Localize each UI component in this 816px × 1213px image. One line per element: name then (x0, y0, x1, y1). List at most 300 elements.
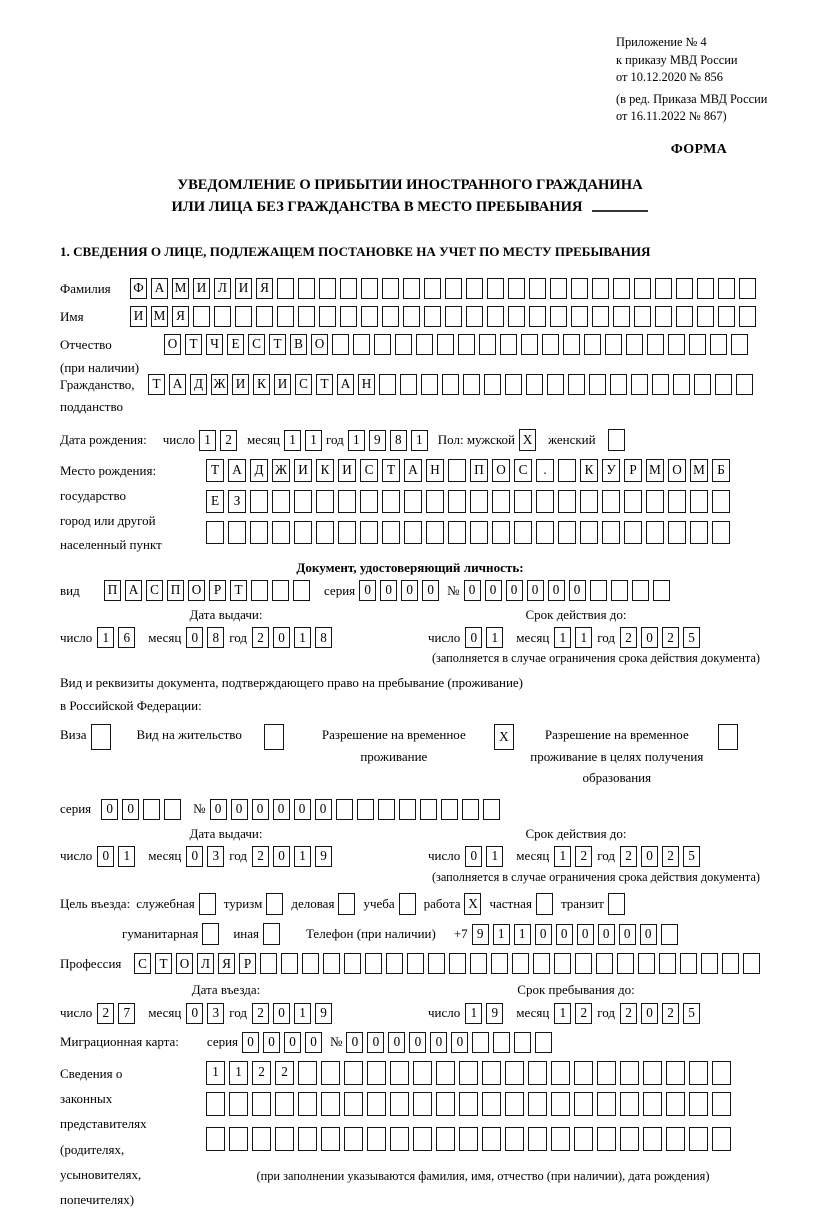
char-cell[interactable]: 1 (575, 627, 592, 648)
char-cell[interactable] (536, 893, 553, 915)
char-cell[interactable] (620, 1092, 639, 1116)
char-cell[interactable]: Т (206, 459, 224, 482)
char-cell[interactable]: Т (269, 334, 286, 355)
char-cell[interactable] (533, 953, 550, 974)
char-cell[interactable]: 1 (554, 1003, 571, 1024)
char-cell[interactable]: И (232, 374, 249, 395)
char-cell[interactable]: 1 (97, 627, 114, 648)
char-cell[interactable]: 8 (315, 627, 332, 648)
char-cell[interactable] (575, 953, 592, 974)
char-cell[interactable]: 1 (305, 430, 322, 451)
char-cell[interactable] (302, 953, 319, 974)
char-cell[interactable]: 0 (359, 580, 376, 601)
char-cell[interactable] (294, 490, 312, 513)
char-cell[interactable] (492, 490, 510, 513)
char-cell[interactable] (428, 953, 445, 974)
char-cell[interactable] (620, 1061, 639, 1085)
char-cell[interactable] (743, 953, 760, 974)
char-cell[interactable] (712, 1092, 731, 1116)
char-cell[interactable]: 2 (252, 846, 269, 867)
char-cell[interactable]: 3 (207, 1003, 224, 1024)
char-cell[interactable] (626, 334, 643, 355)
char-cell[interactable]: П (104, 580, 121, 601)
char-cell[interactable] (319, 306, 336, 327)
char-cell[interactable] (661, 924, 678, 945)
char-cell[interactable] (676, 306, 693, 327)
char-cell[interactable] (624, 521, 642, 544)
char-cell[interactable] (143, 799, 160, 820)
char-cell[interactable]: 2 (662, 846, 679, 867)
char-cell[interactable] (367, 1127, 386, 1151)
char-cell[interactable] (701, 953, 718, 974)
char-cell[interactable]: С (146, 580, 163, 601)
char-cell[interactable]: 2 (620, 1003, 637, 1024)
char-cell[interactable]: С (295, 374, 312, 395)
char-cell[interactable] (252, 1127, 271, 1151)
char-cell[interactable] (722, 953, 739, 974)
char-cell[interactable]: 1 (493, 924, 510, 945)
char-cell[interactable] (608, 893, 625, 915)
char-cell[interactable]: X (494, 724, 514, 750)
char-cell[interactable] (596, 953, 613, 974)
char-cell[interactable]: П (167, 580, 184, 601)
char-cell[interactable] (386, 953, 403, 974)
char-cell[interactable] (413, 1092, 432, 1116)
char-cell[interactable]: Н (426, 459, 444, 482)
char-cell[interactable] (449, 953, 466, 974)
char-cell[interactable] (668, 490, 686, 513)
char-cell[interactable] (420, 799, 437, 820)
char-cell[interactable]: 1 (348, 430, 365, 451)
char-cell[interactable]: 0 (569, 580, 586, 601)
char-cell[interactable] (491, 953, 508, 974)
char-cell[interactable]: В (290, 334, 307, 355)
char-cell[interactable]: 0 (242, 1032, 259, 1053)
char-cell[interactable] (202, 923, 219, 945)
char-cell[interactable]: 2 (620, 846, 637, 867)
char-cell[interactable]: 2 (220, 430, 237, 451)
char-cell[interactable] (542, 334, 559, 355)
char-cell[interactable]: Т (185, 334, 202, 355)
char-cell[interactable] (413, 1127, 432, 1151)
char-cell[interactable] (426, 490, 444, 513)
char-cell[interactable]: О (492, 459, 510, 482)
char-cell[interactable]: 0 (465, 627, 482, 648)
char-cell[interactable] (558, 459, 576, 482)
char-cell[interactable] (558, 490, 576, 513)
char-cell[interactable] (482, 1092, 501, 1116)
char-cell[interactable] (508, 278, 525, 299)
char-cell[interactable] (264, 724, 284, 750)
char-cell[interactable] (592, 306, 609, 327)
char-cell[interactable] (344, 1061, 363, 1085)
char-cell[interactable]: 1 (554, 627, 571, 648)
char-cell[interactable]: 1 (229, 1061, 248, 1085)
char-cell[interactable] (551, 1061, 570, 1085)
char-cell[interactable] (458, 334, 475, 355)
char-cell[interactable]: Т (316, 374, 333, 395)
char-cell[interactable] (448, 459, 466, 482)
char-cell[interactable]: 1 (294, 846, 311, 867)
char-cell[interactable] (605, 334, 622, 355)
char-cell[interactable]: Л (197, 953, 214, 974)
char-cell[interactable] (277, 278, 294, 299)
char-cell[interactable]: 9 (315, 1003, 332, 1024)
char-cell[interactable] (463, 374, 480, 395)
char-cell[interactable] (718, 306, 735, 327)
char-cell[interactable]: Т (230, 580, 247, 601)
char-cell[interactable]: 1 (411, 430, 428, 451)
char-cell[interactable] (568, 374, 585, 395)
char-cell[interactable] (395, 334, 412, 355)
char-cell[interactable] (251, 580, 268, 601)
char-cell[interactable] (361, 306, 378, 327)
char-cell[interactable]: 2 (662, 627, 679, 648)
char-cell[interactable] (361, 278, 378, 299)
char-cell[interactable]: 0 (305, 1032, 322, 1053)
char-cell[interactable] (631, 374, 648, 395)
char-cell[interactable] (493, 1032, 510, 1053)
char-cell[interactable] (620, 1127, 639, 1151)
char-cell[interactable] (459, 1127, 478, 1151)
char-cell[interactable]: А (404, 459, 422, 482)
char-cell[interactable] (584, 334, 601, 355)
char-cell[interactable] (272, 490, 290, 513)
char-cell[interactable]: 0 (464, 580, 481, 601)
char-cell[interactable]: 0 (548, 580, 565, 601)
char-cell[interactable]: Р (209, 580, 226, 601)
char-cell[interactable] (638, 953, 655, 974)
char-cell[interactable]: 0 (273, 627, 290, 648)
char-cell[interactable] (526, 374, 543, 395)
char-cell[interactable] (235, 306, 252, 327)
char-cell[interactable]: С (248, 334, 265, 355)
char-cell[interactable]: С (514, 459, 532, 482)
char-cell[interactable]: X (519, 429, 536, 451)
char-cell[interactable] (610, 374, 627, 395)
char-cell[interactable] (426, 521, 444, 544)
char-cell[interactable]: 0 (122, 799, 139, 820)
char-cell[interactable]: 0 (263, 1032, 280, 1053)
char-cell[interactable]: Ф (130, 278, 147, 299)
char-cell[interactable] (551, 1127, 570, 1151)
char-cell[interactable] (442, 374, 459, 395)
char-cell[interactable]: 1 (486, 627, 503, 648)
char-cell[interactable]: М (172, 278, 189, 299)
char-cell[interactable] (250, 521, 268, 544)
char-cell[interactable]: 0 (186, 846, 203, 867)
char-cell[interactable] (571, 278, 588, 299)
char-cell[interactable] (597, 1127, 616, 1151)
char-cell[interactable]: 0 (186, 1003, 203, 1024)
char-cell[interactable] (91, 724, 111, 750)
char-cell[interactable] (634, 306, 651, 327)
char-cell[interactable] (710, 334, 727, 355)
char-cell[interactable] (592, 278, 609, 299)
char-cell[interactable] (321, 1092, 340, 1116)
char-cell[interactable] (547, 374, 564, 395)
char-cell[interactable] (256, 306, 273, 327)
char-cell[interactable]: Р (239, 953, 256, 974)
char-cell[interactable] (712, 1061, 731, 1085)
char-cell[interactable] (529, 306, 546, 327)
char-cell[interactable] (263, 923, 280, 945)
char-cell[interactable] (482, 1127, 501, 1151)
char-cell[interactable] (529, 278, 546, 299)
char-cell[interactable] (437, 334, 454, 355)
char-cell[interactable] (589, 374, 606, 395)
char-cell[interactable]: 0 (577, 924, 594, 945)
char-cell[interactable] (550, 306, 567, 327)
char-cell[interactable] (617, 953, 634, 974)
char-cell[interactable] (316, 490, 334, 513)
char-cell[interactable] (646, 521, 664, 544)
char-cell[interactable]: 0 (641, 846, 658, 867)
char-cell[interactable] (466, 306, 483, 327)
char-cell[interactable]: У (602, 459, 620, 482)
char-cell[interactable]: Я (172, 306, 189, 327)
char-cell[interactable] (500, 334, 517, 355)
char-cell[interactable] (482, 1061, 501, 1085)
char-cell[interactable] (574, 1092, 593, 1116)
char-cell[interactable]: 5 (683, 1003, 700, 1024)
char-cell[interactable]: 0 (210, 799, 227, 820)
char-cell[interactable] (653, 580, 670, 601)
char-cell[interactable] (206, 521, 224, 544)
char-cell[interactable] (316, 521, 334, 544)
char-cell[interactable]: Я (256, 278, 273, 299)
char-cell[interactable] (459, 1092, 478, 1116)
char-cell[interactable] (448, 521, 466, 544)
char-cell[interactable] (647, 334, 664, 355)
char-cell[interactable]: С (360, 459, 378, 482)
char-cell[interactable] (360, 521, 378, 544)
char-cell[interactable] (739, 278, 756, 299)
char-cell[interactable]: Д (250, 459, 268, 482)
char-cell[interactable]: 5 (683, 627, 700, 648)
char-cell[interactable]: 1 (294, 1003, 311, 1024)
char-cell[interactable]: 8 (207, 627, 224, 648)
char-cell[interactable] (466, 278, 483, 299)
char-cell[interactable]: 2 (575, 1003, 592, 1024)
char-cell[interactable] (360, 490, 378, 513)
char-cell[interactable] (403, 306, 420, 327)
char-cell[interactable] (436, 1092, 455, 1116)
char-cell[interactable] (554, 953, 571, 974)
char-cell[interactable]: О (164, 334, 181, 355)
char-cell[interactable]: 0 (186, 627, 203, 648)
char-cell[interactable] (293, 580, 310, 601)
char-cell[interactable] (659, 953, 676, 974)
char-cell[interactable]: Т (148, 374, 165, 395)
char-cell[interactable]: 0 (101, 799, 118, 820)
char-cell[interactable] (505, 1127, 524, 1151)
char-cell[interactable] (436, 1127, 455, 1151)
char-cell[interactable] (470, 521, 488, 544)
char-cell[interactable]: 0 (641, 627, 658, 648)
char-cell[interactable] (164, 799, 181, 820)
char-cell[interactable] (690, 490, 708, 513)
char-cell[interactable]: Д (190, 374, 207, 395)
char-cell[interactable]: Е (227, 334, 244, 355)
char-cell[interactable] (367, 1061, 386, 1085)
char-cell[interactable] (214, 306, 231, 327)
char-cell[interactable] (407, 953, 424, 974)
char-cell[interactable] (404, 521, 422, 544)
char-cell[interactable] (424, 278, 441, 299)
char-cell[interactable] (413, 1061, 432, 1085)
char-cell[interactable] (367, 1092, 386, 1116)
char-cell[interactable] (550, 278, 567, 299)
char-cell[interactable] (528, 1061, 547, 1085)
char-cell[interactable] (602, 490, 620, 513)
char-cell[interactable]: 2 (575, 846, 592, 867)
char-cell[interactable] (390, 1127, 409, 1151)
char-cell[interactable] (680, 953, 697, 974)
char-cell[interactable] (272, 580, 289, 601)
char-cell[interactable]: 2 (662, 1003, 679, 1024)
char-cell[interactable]: И (294, 459, 312, 482)
char-cell[interactable]: 0 (273, 1003, 290, 1024)
char-cell[interactable]: О (668, 459, 686, 482)
char-cell[interactable] (712, 521, 730, 544)
char-cell[interactable]: Я (218, 953, 235, 974)
char-cell[interactable] (580, 521, 598, 544)
char-cell[interactable]: К (253, 374, 270, 395)
char-cell[interactable]: Ж (211, 374, 228, 395)
char-cell[interactable]: 0 (430, 1032, 447, 1053)
char-cell[interactable] (505, 1061, 524, 1085)
char-cell[interactable]: И (274, 374, 291, 395)
char-cell[interactable]: 0 (465, 846, 482, 867)
char-cell[interactable] (528, 1127, 547, 1151)
char-cell[interactable] (528, 1092, 547, 1116)
char-cell[interactable] (487, 278, 504, 299)
char-cell[interactable] (382, 521, 400, 544)
char-cell[interactable]: А (337, 374, 354, 395)
char-cell[interactable] (382, 490, 400, 513)
char-cell[interactable]: 0 (506, 580, 523, 601)
char-cell[interactable]: Л (214, 278, 231, 299)
char-cell[interactable]: 0 (273, 846, 290, 867)
char-cell[interactable] (643, 1092, 662, 1116)
char-cell[interactable]: К (580, 459, 598, 482)
char-cell[interactable] (608, 429, 625, 451)
char-cell[interactable] (228, 521, 246, 544)
char-cell[interactable] (445, 278, 462, 299)
char-cell[interactable]: 9 (315, 846, 332, 867)
char-cell[interactable] (266, 893, 283, 915)
char-cell[interactable] (655, 278, 672, 299)
char-cell[interactable]: 1 (206, 1061, 225, 1085)
char-cell[interactable] (332, 334, 349, 355)
char-cell[interactable] (551, 1092, 570, 1116)
char-cell[interactable] (689, 1061, 708, 1085)
char-cell[interactable] (613, 278, 630, 299)
char-cell[interactable] (321, 1127, 340, 1151)
char-cell[interactable] (399, 893, 416, 915)
char-cell[interactable] (340, 306, 357, 327)
char-cell[interactable]: Б (712, 459, 730, 482)
char-cell[interactable] (479, 334, 496, 355)
char-cell[interactable]: Ж (272, 459, 290, 482)
char-cell[interactable] (536, 521, 554, 544)
char-cell[interactable] (338, 521, 356, 544)
char-cell[interactable] (666, 1061, 685, 1085)
char-cell[interactable] (712, 490, 730, 513)
char-cell[interactable]: Т (382, 459, 400, 482)
char-cell[interactable] (365, 953, 382, 974)
char-cell[interactable]: . (536, 459, 554, 482)
char-cell[interactable]: 0 (451, 1032, 468, 1053)
char-cell[interactable]: 0 (556, 924, 573, 945)
char-cell[interactable] (580, 490, 598, 513)
char-cell[interactable] (514, 521, 532, 544)
char-cell[interactable] (445, 306, 462, 327)
char-cell[interactable]: С (134, 953, 151, 974)
char-cell[interactable] (739, 306, 756, 327)
char-cell[interactable] (252, 1092, 271, 1116)
char-cell[interactable] (436, 1061, 455, 1085)
char-cell[interactable] (340, 278, 357, 299)
char-cell[interactable]: 2 (252, 1061, 271, 1085)
char-cell[interactable] (281, 953, 298, 974)
char-cell[interactable]: 0 (619, 924, 636, 945)
char-cell[interactable] (712, 1127, 731, 1151)
char-cell[interactable]: 1 (199, 430, 216, 451)
char-cell[interactable] (624, 490, 642, 513)
char-cell[interactable] (558, 521, 576, 544)
char-cell[interactable]: О (176, 953, 193, 974)
char-cell[interactable]: 0 (527, 580, 544, 601)
char-cell[interactable]: З (228, 490, 246, 513)
char-cell[interactable] (574, 1061, 593, 1085)
char-cell[interactable] (574, 1127, 593, 1151)
char-cell[interactable]: 2 (252, 627, 269, 648)
char-cell[interactable]: О (311, 334, 328, 355)
char-cell[interactable] (344, 1092, 363, 1116)
char-cell[interactable] (590, 580, 607, 601)
char-cell[interactable]: 0 (485, 580, 502, 601)
char-cell[interactable] (294, 521, 312, 544)
char-cell[interactable] (571, 306, 588, 327)
char-cell[interactable] (260, 953, 277, 974)
char-cell[interactable]: 0 (598, 924, 615, 945)
char-cell[interactable]: И (338, 459, 356, 482)
char-cell[interactable]: 7 (118, 1003, 135, 1024)
char-cell[interactable] (613, 306, 630, 327)
char-cell[interactable] (731, 334, 748, 355)
char-cell[interactable] (399, 799, 416, 820)
char-cell[interactable] (298, 1127, 317, 1151)
char-cell[interactable] (374, 334, 391, 355)
char-cell[interactable] (470, 490, 488, 513)
char-cell[interactable]: 9 (486, 1003, 503, 1024)
char-cell[interactable]: А (151, 278, 168, 299)
char-cell[interactable] (602, 521, 620, 544)
char-cell[interactable]: 1 (118, 846, 135, 867)
char-cell[interactable] (357, 799, 374, 820)
char-cell[interactable] (298, 278, 315, 299)
char-cell[interactable] (668, 334, 685, 355)
char-cell[interactable]: 0 (401, 580, 418, 601)
char-cell[interactable] (689, 1127, 708, 1151)
char-cell[interactable] (323, 953, 340, 974)
char-cell[interactable] (250, 490, 268, 513)
char-cell[interactable]: 0 (367, 1032, 384, 1053)
char-cell[interactable] (508, 306, 525, 327)
char-cell[interactable] (382, 278, 399, 299)
